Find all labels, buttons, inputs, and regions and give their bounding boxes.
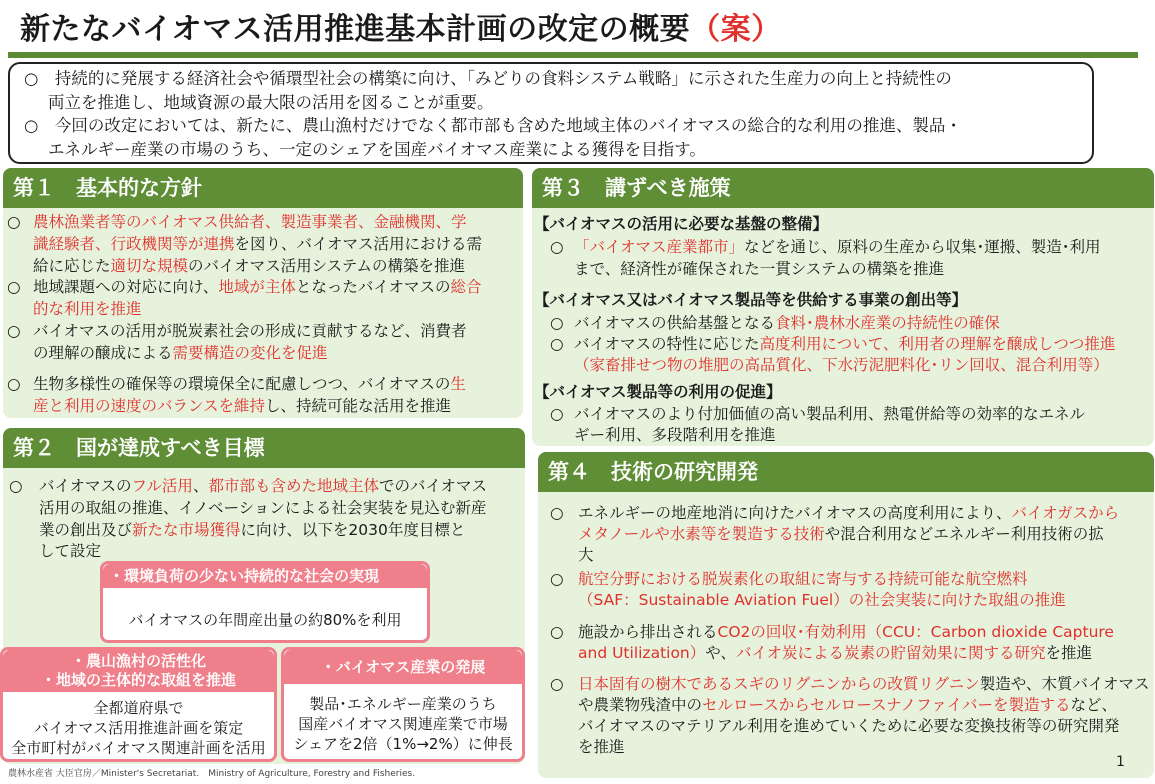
bullet-circle: ○ (550, 504, 564, 522)
section1-item3-line: の理解の醸成による需要構造の変化を促進 (33, 344, 328, 362)
title-text: 新たなバイオマス活用推進基本計画の改定の概要 (20, 12, 691, 47)
bullet-circle: ○ (550, 405, 564, 423)
section3-item-line: バイオマスの特性に応じた高度利用について、利用者の理解を醸成しつつ推進 (574, 335, 1116, 353)
bullet-circle: ○ (7, 213, 21, 231)
section1-item4-line: 生物多様性の確保等の環境保全に配慮しつつ、バイオマスの生 (33, 375, 466, 393)
section1-panel (3, 168, 523, 418)
bullet-circle: ○ (550, 570, 564, 588)
target-rural-heading-line: ・農山漁村の活性化 (70, 652, 206, 670)
section4-item4-line: や農業物残渣中のセルロースからセルロースナノファイバーを製造するなど、 (578, 696, 1117, 714)
intro-line: 両立を推進し、地域資源の最大限の活用を図ることが重要。 (48, 92, 494, 112)
section4-item1-line: 大 (578, 546, 594, 564)
intro-line: エネルギー産業の市場のうち、一定のシェアを国産バイオマス産業による獲得を目指す。 (48, 139, 706, 159)
target-industry-card (281, 647, 525, 762)
section4-item1-line: エネルギーの地産地消に向けたバイオマスの高度利用により、バイオガスから (578, 504, 1120, 522)
section1-item1-line: 農林漁業者等のバイオマス供給者、製造事業者、金融機関、学 (33, 213, 467, 231)
section1-item1-line: 識経験者、行政機関等が連携を図り、バイオマス活用における需 (33, 235, 483, 253)
target-rural-heading-line: ・地域の主体的な取組を推進 (40, 671, 236, 689)
section3-item-line: まで、経済性が確保された一貫システムの構築を推進 (574, 260, 945, 278)
section4-item3-line: and Utilization）や、バイオ炭による炭素の貯留効果に関する研究を推進 (578, 644, 1093, 662)
bullet-circle: ○ (7, 375, 21, 393)
title-rule (8, 52, 1138, 58)
page-number: 1 (1116, 754, 1125, 770)
bullet-circle: ○ (7, 278, 21, 296)
section3-item-line: バイオマスのより付加価値の高い製品利用、熱電併給等の効率的なエネル (574, 405, 1086, 423)
section1-item1-line: 給に応じた適切な規模のバイオマス活用システムの構築を推進 (33, 257, 466, 275)
section4-item4-line: 日本固有の樹木であるスギのリグニンからの改質リグニン製造や、木質バイオマス (578, 675, 1150, 693)
section1-item4-line: 産と利用の速度のバランスを維持し、持続可能な活用を推進 (33, 397, 452, 415)
section3-item-line: 「バイオマス産業都市」などを通じ、原料の生産から収集･運搬、製造･利用 (574, 238, 1101, 256)
target-industry-text: 製品･エネルギー産業のうち 国産バイオマス関連産業で市場 シェアを2倍（1%→2%）に伸長 (293, 695, 513, 753)
target-environment-text: バイオマスの年間産出量の約80%を利用 (128, 611, 402, 629)
section4-item1-line: メタノールや水素等を製造する技術や混合利用などエネルギー利用技術の拡 (578, 525, 1104, 543)
target-industry-heading: ・バイオマス産業の発展 (284, 650, 522, 684)
section1-item2-line: 的な利用を推進 (33, 300, 142, 318)
section2-goal-line: して設定 (39, 542, 102, 560)
section3-panel (532, 168, 1154, 446)
section4-item3-line: 施設から排出されるCO2の回収･有効利用（CCU：Carbon dioxide Capture (578, 623, 1114, 641)
bullet-circle: ○ (9, 477, 23, 495)
section3-subheading: 【バイオマス製品等の利用の促進】 (534, 383, 782, 401)
target-rural-heading (3, 650, 274, 692)
draft-label: （案） (690, 12, 782, 47)
section3-subheading: 【バイオマスの活用に必要な基盤の整備】 (534, 215, 829, 233)
section2-heading: 第２ 国が達成すべき目標 (3, 428, 525, 468)
bullet-circle: ○ (550, 238, 564, 256)
section3-item-line: ギー利用、多段階利用を推進 (574, 426, 776, 444)
bullet-circle: ○ (550, 623, 564, 641)
section4-item2-line: （SAF：Sustainable Aviation Fuel）の社会実装に向けた取組の推進 (578, 591, 1066, 609)
section1-heading: 第１ 基本的な方針 (3, 168, 523, 208)
section1-item3-line: バイオマスの活用が脱炭素社会の形成に貢献するなど、消費者 (33, 322, 467, 340)
target-rural-card (0, 647, 277, 762)
section1-item2-line: 地域課題への対応に向け、地域が主体となったバイオマスの総合 (33, 278, 482, 296)
target-environment-card (100, 561, 430, 643)
section3-item-line: （家畜排せつ物の堆肥の高品質化、下水汚泥肥料化･リン回収、混合利用等） (574, 356, 1109, 374)
section3-item-line: バイオマスの供給基盤となる食料･農林水産業の持続性の確保 (574, 314, 1000, 332)
target-rural-text: 全都道府県で バイオマス活用推進計画を策定 全市町村がバイオマス関連計画を活用 (11, 699, 266, 757)
section3-subheading: 【バイオマス又はバイオマス製品等を供給する事業の創出等】 (534, 291, 968, 309)
section4-item2-line: 航空分野における脱炭素化の取組に寄与する持続可能な航空燃料 (578, 570, 1028, 588)
bullet-circle: ○ (550, 675, 564, 693)
target-environment-heading: ・環境負荷の少ない持続的な社会の実現 (103, 564, 427, 588)
intro-line: ○ 持続的に発展する経済社会や循環型社会の構築に向け、「みどりの食料システム戦略」に示された生産力の向上と持続性の (24, 69, 952, 88)
section4-item4-line: を推進 (578, 738, 625, 756)
bullet-circle: ○ (550, 314, 564, 332)
section2-goal-line: バイオマスのフル活用、都市部も含めた地域主体でのバイオマス (39, 477, 488, 495)
page-title (20, 8, 782, 52)
intro-box (8, 62, 1094, 164)
section2-goal-line: 活用の取組の推進、イノベーションによる社会実装を見込む新産 (39, 499, 487, 517)
section2-goal-line: 業の創出及び新たな市場獲得に向け、以下を2030年度目標と (39, 521, 466, 539)
footer-org: 農林水産省 大臣官房／Minister's Secretariat. Ministry of Agriculture, Forestry and Fisheries. (8, 769, 416, 779)
section2-panel (3, 428, 525, 764)
section4-panel (538, 452, 1154, 778)
section4-item4-line: バイオマスのマテリアル利用を進めていくために必要な変換技術等の研究開発 (578, 717, 1120, 735)
bullet-circle: ○ (550, 335, 564, 353)
section4-heading: 第４ 技術の研究開発 (538, 452, 1154, 492)
bullet-circle: ○ (7, 322, 21, 340)
section3-heading: 第３ 講ずべき施策 (532, 168, 1154, 208)
intro-line: ○ 今回の改定においては、新たに、農山漁村だけでなく都市部も含めた地域主体のバイオマスの総合的な利用の推進、製品・ (24, 116, 962, 135)
